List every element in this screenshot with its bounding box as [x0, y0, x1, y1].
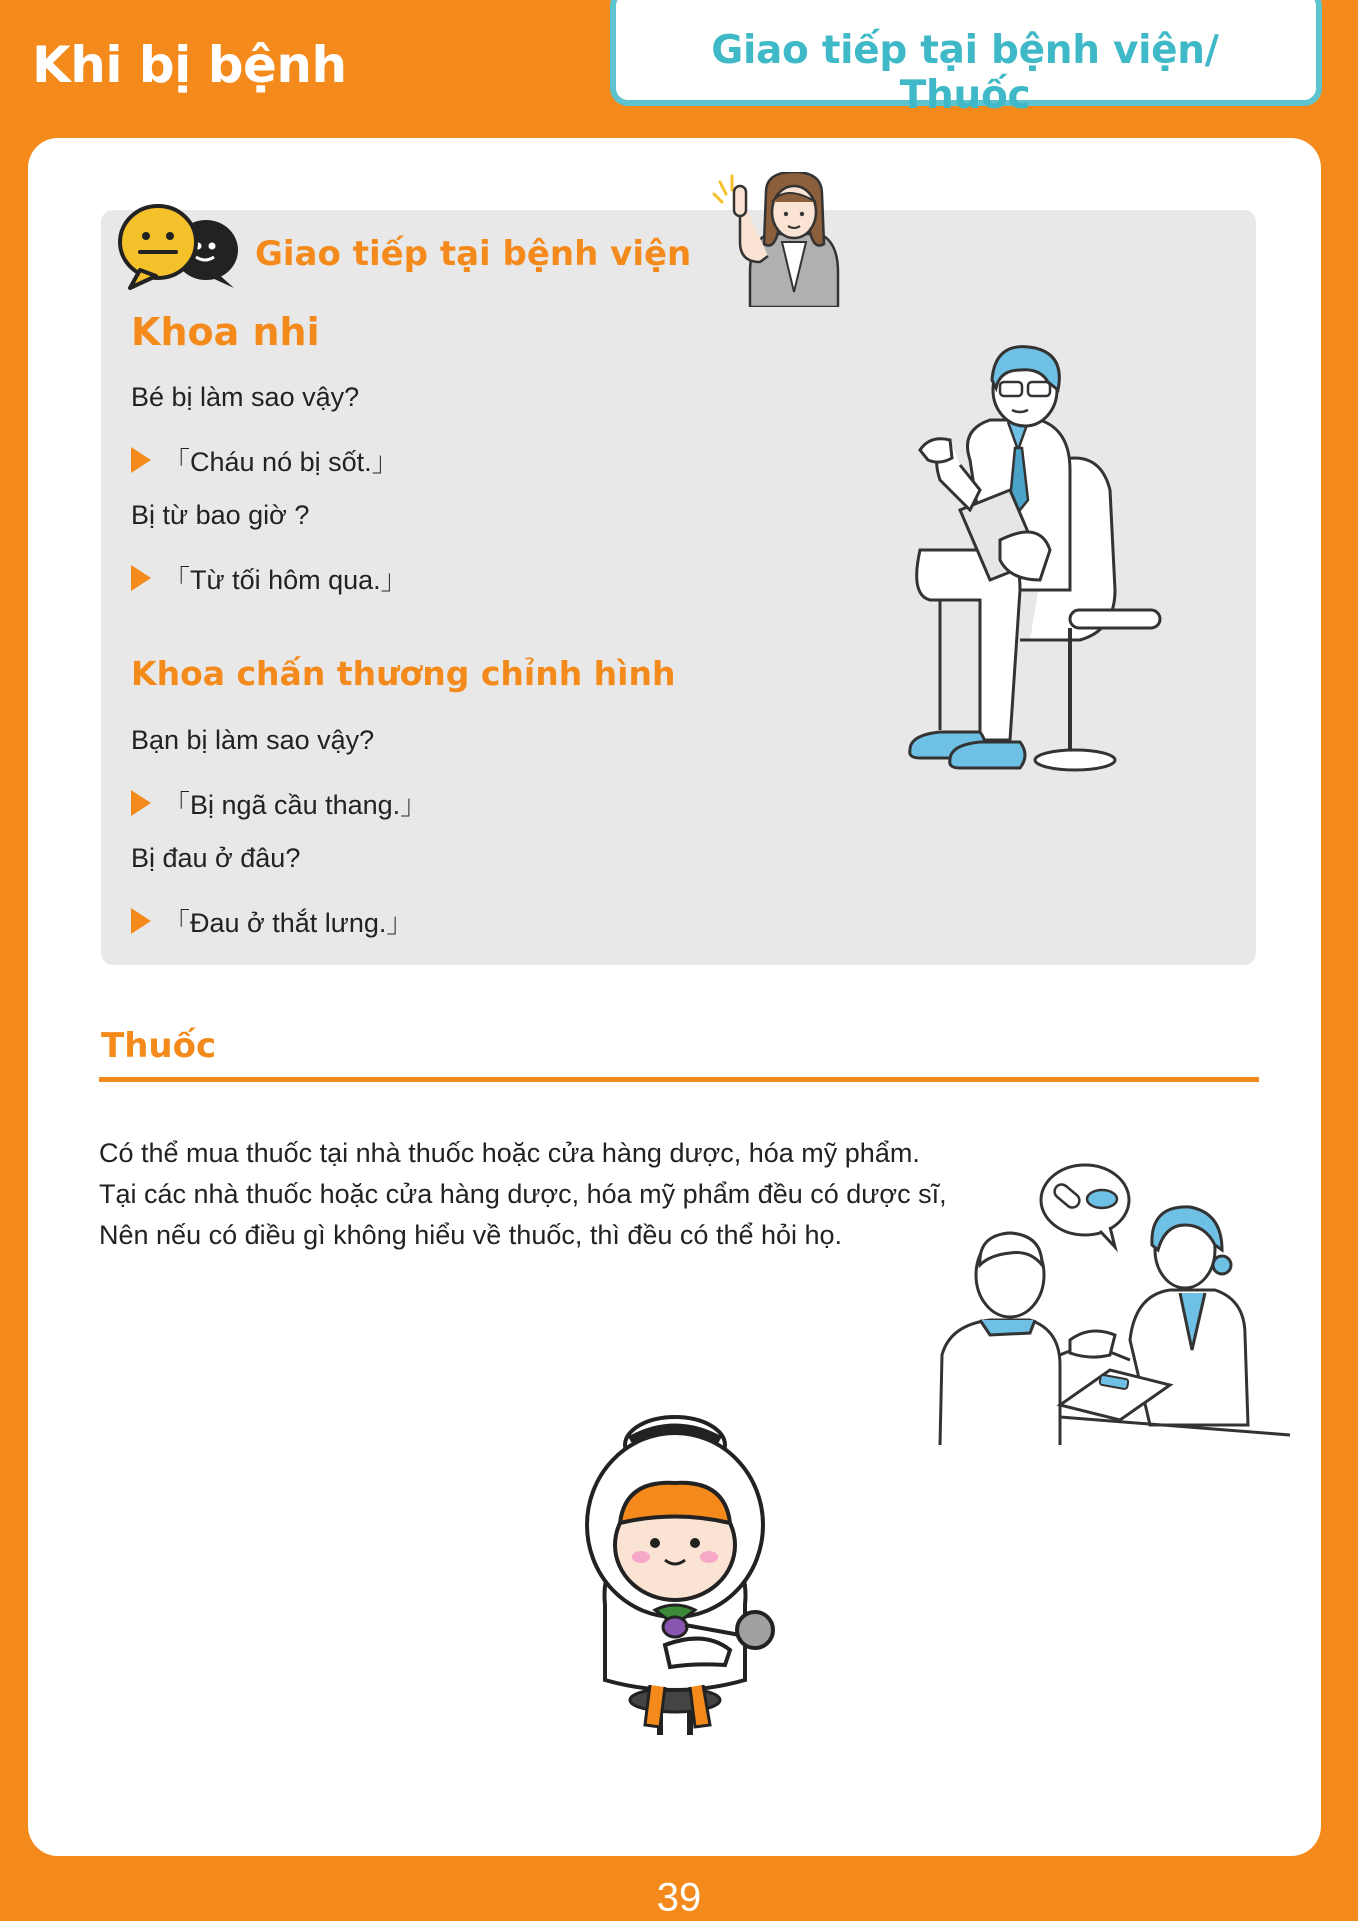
- triangle-bullet-icon: [131, 908, 151, 934]
- section-tab-label: Giao tiếp tại bệnh viện/ Thuốc: [711, 28, 1219, 118]
- paragraph-line: Có thể mua thuốc tại nhà thuốc hoặc cửa hàng dược, hóa mỹ phẩm.: [99, 1138, 920, 1168]
- triangle-bullet-icon: [131, 447, 151, 473]
- mascot-character-illustration: [565, 1405, 785, 1755]
- woman-pointing-illustration: [710, 172, 850, 307]
- hospital-heading: Giao tiếp tại bệnh viện: [255, 234, 692, 274]
- question-text: Bị đau ở đâu?: [131, 843, 301, 873]
- question-text: Bé bị làm sao vậy?: [131, 382, 360, 412]
- answer-text: 「Từ tối hôm qua.」: [163, 565, 408, 595]
- triangle-bullet-icon: [131, 790, 151, 816]
- answer-line: [131, 440, 399, 479]
- question-text: Bị từ bao giờ ?: [131, 500, 310, 530]
- medicine-paragraph: [99, 1133, 999, 1256]
- question-text: Bạn bị làm sao vậy?: [131, 725, 375, 755]
- page-number: 39: [656, 1875, 702, 1920]
- paragraph-line: Nên nếu có điều gì không hiểu về thuốc, thì đều có thể hỏi họ.: [99, 1220, 843, 1250]
- answer-text: 「Cháu nó bị sốt.」: [163, 447, 399, 477]
- pharmacist-consultation-illustration: [930, 1155, 1300, 1445]
- triangle-bullet-icon: [131, 565, 151, 591]
- page-title: Khi bị bệnh: [32, 36, 347, 94]
- section-title-orthopedics: Khoa chấn thương chỉnh hình: [131, 654, 676, 693]
- speech-bubbles-icon: [116, 200, 246, 295]
- section-title-pediatrics: Khoa nhi: [131, 310, 320, 354]
- answer-text: 「Bị ngã cầu thang.」: [163, 790, 428, 820]
- answer-line: [131, 783, 427, 822]
- answer-line: [131, 558, 408, 597]
- heading-underline: [99, 1077, 1259, 1082]
- doctor-illustration: [900, 340, 1170, 790]
- medicine-heading: Thuốc: [101, 1026, 217, 1066]
- answer-text: 「Đau ở thắt lưng.」: [163, 908, 414, 938]
- answer-line: [131, 901, 413, 940]
- paragraph-line: Tại các nhà thuốc hoặc cửa hàng dược, hóa mỹ phẩm đều có dược sĩ,: [99, 1179, 947, 1209]
